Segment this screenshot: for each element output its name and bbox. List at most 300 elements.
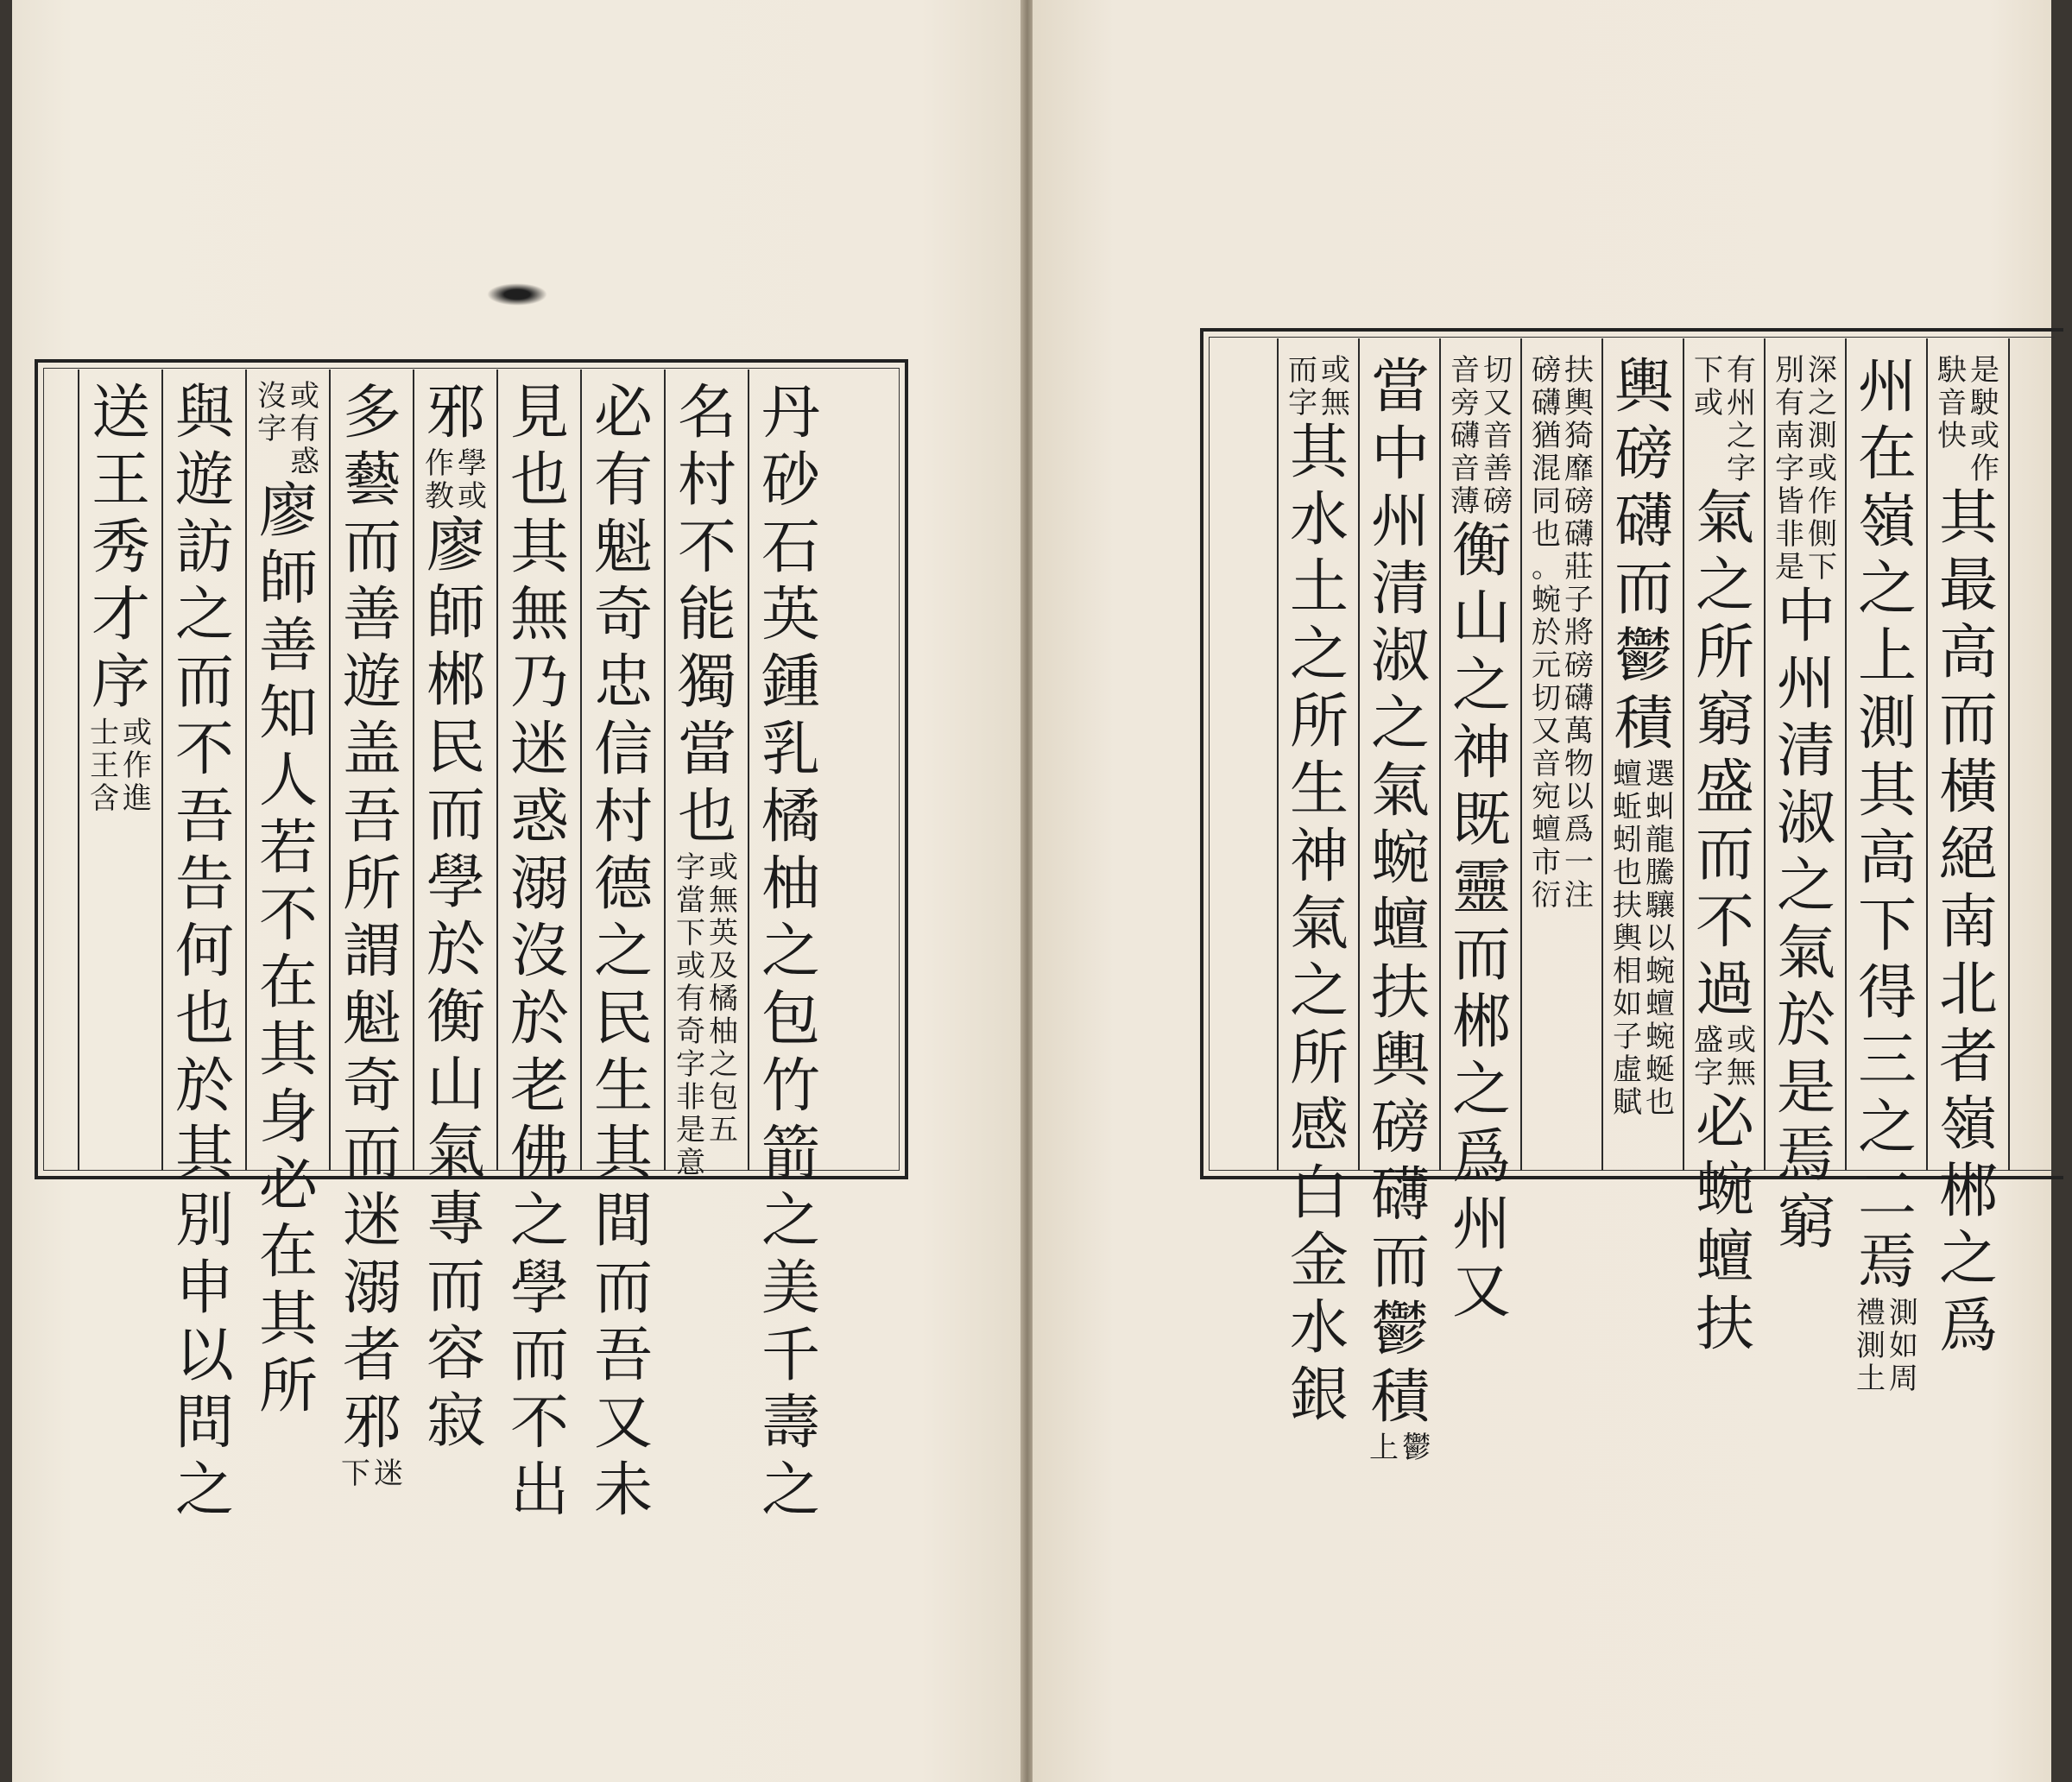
column-rule	[245, 370, 247, 1171]
annotation-note	[675, 851, 739, 1179]
text-char: 蜿	[1695, 1156, 1754, 1224]
annotation-char: 扶	[1613, 888, 1642, 923]
annotation-char: 蟺	[1646, 987, 1675, 1021]
annotation-char: 進	[123, 781, 152, 816]
text-char: 其	[509, 514, 569, 582]
text-char: 之	[1289, 957, 1349, 1026]
column-rule	[1358, 338, 1360, 1171]
annotation-char: 也	[1532, 517, 1561, 552]
annotation-char: 靡	[1564, 452, 1594, 486]
text-char: 輿	[1614, 353, 1673, 421]
text-char: 焉	[1776, 1122, 1835, 1190]
text-char: 其	[174, 1120, 234, 1188]
text-char: 千	[761, 1322, 820, 1390]
annotation-char: 測	[1889, 1296, 1918, 1330]
annotation-char: 磅	[1532, 353, 1561, 388]
annotation-char: 或	[123, 716, 152, 750]
annotation-char: 猶	[1532, 419, 1561, 453]
text-char: 之	[1370, 690, 1430, 758]
text-char: 三	[1857, 1027, 1917, 1095]
text-char: 學	[426, 849, 485, 917]
annotation-char: 磅	[1564, 648, 1594, 683]
text-column	[250, 379, 326, 1421]
text-char: 之	[174, 1457, 234, 1525]
text-char: 吾	[174, 783, 234, 851]
text-char: 鍾	[761, 648, 820, 717]
annotation-char: 如	[1613, 987, 1642, 1021]
text-char: 橘	[761, 783, 820, 851]
text-column	[1687, 353, 1763, 1359]
annotation-char: 有	[676, 982, 705, 1016]
annotation-char: 禮	[1856, 1296, 1886, 1330]
column-rule	[2008, 338, 2010, 1171]
annotation-char: 上	[1369, 1431, 1399, 1465]
text-char: 蟺	[1695, 1223, 1754, 1292]
annotation-char: 士	[90, 716, 119, 750]
annotation-char: 蚓	[1613, 823, 1642, 857]
annotation-char: 橘	[709, 982, 738, 1016]
annotation-char: 字	[257, 412, 287, 446]
annotation-char: 學	[458, 446, 487, 481]
text-char: 寂	[426, 1387, 485, 1456]
text-char: 清	[1776, 717, 1835, 786]
annotation-char: 。	[1532, 550, 1561, 585]
text-char: 村	[677, 446, 736, 515]
text-char: 師	[258, 545, 318, 613]
text-char: 神	[1451, 719, 1511, 787]
text-char: 蟺	[1370, 892, 1430, 960]
annotation-char: 測	[1808, 419, 1837, 453]
annotation-char: 蜿	[1532, 583, 1561, 617]
text-char: 高	[1938, 619, 1998, 687]
annotation-char: 作	[1808, 484, 1837, 519]
text-char: 爲	[1938, 1292, 1998, 1361]
text-char: 秀	[91, 514, 150, 582]
text-char: 善	[258, 612, 318, 680]
annotation-char: 盛	[1694, 1023, 1723, 1058]
annotation-char: 作	[123, 749, 152, 783]
text-char: 沒	[509, 918, 569, 986]
annotation-note	[1693, 354, 1757, 485]
text-char: 必	[1695, 1089, 1754, 1157]
text-char: 其	[1938, 484, 1998, 553]
text-char: 而	[1451, 921, 1511, 989]
annotation-char: 礴	[1564, 517, 1594, 552]
annotation-char: 音	[1450, 452, 1480, 486]
text-char: 高	[1857, 825, 1917, 893]
text-char: 之	[1776, 852, 1835, 920]
annotation-char: 切	[1532, 681, 1561, 716]
annotation-char: 一	[1564, 845, 1594, 880]
annotation-char: 是	[1775, 550, 1804, 585]
text-column	[334, 379, 410, 1491]
text-char: 能	[677, 581, 736, 649]
annotation-char: 下	[341, 1457, 370, 1491]
text-char: 窮	[1776, 1189, 1835, 1257]
annotation-char: 柚	[709, 1014, 738, 1049]
text-char: 美	[761, 1254, 820, 1323]
column-rule	[1926, 338, 1928, 1171]
text-char: 者	[342, 1322, 401, 1390]
text-char: 之	[174, 581, 234, 649]
column-rule	[1277, 338, 1279, 1171]
text-column	[1930, 353, 2006, 1361]
text-char: 神	[1289, 823, 1349, 891]
text-char: 吾	[593, 1322, 653, 1390]
annotation-note	[1693, 1024, 1757, 1090]
text-char: 白	[1289, 1160, 1349, 1228]
text-char: 間	[593, 1187, 653, 1255]
text-char: 氣	[1370, 757, 1430, 825]
annotation-note	[340, 1457, 404, 1490]
annotation-char: 之	[709, 1047, 738, 1082]
text-char: 山	[426, 1051, 485, 1119]
text-char: 北	[1938, 956, 1998, 1024]
text-char: 而	[426, 781, 485, 850]
annotation-char: 蟺	[1532, 812, 1561, 847]
text-char: 而	[1695, 821, 1754, 889]
text-char: 土	[1289, 553, 1349, 622]
text-char: 下	[1857, 892, 1917, 960]
annotation-char: 駛	[1970, 386, 1999, 420]
text-char: 之	[1451, 1056, 1511, 1124]
column-rule	[1439, 338, 1441, 1171]
text-column	[1768, 353, 1844, 1257]
annotation-char: 或	[1694, 386, 1723, 420]
annotation-char: 又	[1483, 386, 1513, 420]
text-char: 德	[593, 850, 653, 919]
annotation-char: 龍	[1646, 823, 1675, 857]
text-char: 廖	[426, 512, 485, 580]
text-char: 其	[258, 1286, 318, 1354]
text-char: 郴	[426, 647, 485, 715]
text-char: 石	[761, 514, 820, 582]
annotation-char: 作	[425, 446, 454, 481]
annotation-char: 莊	[1564, 550, 1594, 585]
text-char: 竹	[761, 1052, 820, 1121]
text-column	[418, 379, 494, 1456]
annotation-char: 測	[1856, 1329, 1886, 1363]
text-char: 英	[761, 581, 820, 649]
annotation-char: 賦	[1613, 1085, 1642, 1120]
text-column	[167, 379, 243, 1525]
text-char: 之	[761, 1187, 820, 1255]
annotation-char: 有	[290, 412, 319, 446]
annotation-char: 或	[676, 949, 705, 983]
text-char: 壽	[761, 1389, 820, 1457]
text-char: 之	[1938, 1225, 1998, 1293]
annotation-note	[1855, 1297, 1919, 1395]
annotation-char: 猗	[1564, 419, 1594, 453]
text-char: 感	[1289, 1092, 1349, 1160]
column-rule	[329, 370, 331, 1171]
annotation-char: 字	[1727, 452, 1756, 486]
annotation-char: 沒	[257, 379, 287, 414]
text-char: 氣	[1289, 890, 1349, 958]
annotation-char: 土	[1856, 1362, 1886, 1396]
annotation-char: 子	[1564, 583, 1594, 617]
text-char: 箭	[761, 1120, 820, 1188]
text-char: 惑	[509, 783, 569, 851]
text-char: 礴	[1614, 488, 1673, 556]
annotation-char: 蜿	[1646, 1020, 1675, 1054]
text-char: 所	[258, 1353, 318, 1421]
text-char: 焉	[1857, 1229, 1917, 1297]
text-char: 其	[258, 1016, 318, 1084]
text-char: 磅	[1370, 1094, 1430, 1162]
text-char: 於	[1776, 987, 1835, 1055]
text-column	[1443, 353, 1519, 1326]
text-char: 盖	[342, 716, 401, 784]
text-char: 郴	[1938, 1158, 1998, 1226]
text-char: 王	[91, 446, 150, 515]
text-char: 生	[593, 1052, 653, 1121]
text-char: 而	[342, 514, 401, 582]
text-char: 而	[342, 1120, 401, 1188]
text-char: 於	[509, 985, 569, 1053]
annotation-char: 於	[1532, 616, 1561, 650]
text-char: 迷	[509, 716, 569, 784]
annotation-char: 扶	[1564, 353, 1594, 388]
text-char: 不	[677, 514, 736, 582]
text-char: 其	[593, 1120, 653, 1188]
annotation-char: 州	[1727, 386, 1756, 420]
text-char: 氣	[1695, 484, 1754, 553]
text-char: 何	[174, 918, 234, 986]
text-char: 當	[1370, 353, 1430, 421]
text-char: 邪	[426, 379, 485, 447]
annotation-note	[1531, 354, 1595, 912]
annotation-char: 字	[676, 1047, 705, 1082]
annotation-note	[1287, 354, 1351, 420]
text-char: 之	[1857, 1094, 1917, 1162]
text-char: 在	[258, 949, 318, 1017]
annotation-char: 元	[1532, 648, 1561, 683]
column-rule	[413, 370, 414, 1171]
text-char: 其	[1857, 757, 1917, 825]
annotation-char: 以	[1646, 921, 1675, 956]
annotation-char: 礴	[1564, 681, 1594, 716]
annotation-char: 虛	[1613, 1052, 1642, 1087]
text-char: 謂	[342, 918, 401, 986]
text-char: 人	[258, 747, 318, 815]
annotation-char: 騰	[1646, 856, 1675, 890]
text-column	[669, 379, 745, 1180]
text-char: 之	[1451, 652, 1511, 720]
annotation-char: 切	[1483, 353, 1513, 388]
text-char: 而	[426, 1253, 485, 1321]
text-char: 邪	[342, 1389, 401, 1457]
text-char: 水	[1289, 486, 1349, 554]
annotation-char: 礴	[1532, 386, 1561, 420]
annotation-char: 蜿	[1646, 954, 1675, 989]
annotation-char: 及	[709, 949, 738, 983]
text-char: 中	[1370, 420, 1430, 489]
text-char: 所	[1289, 688, 1349, 756]
text-char: 民	[426, 714, 485, 782]
text-char: 淑	[1776, 785, 1835, 853]
text-char: 廖	[258, 477, 318, 546]
text-char: 蜿	[1370, 825, 1430, 893]
text-char: 清	[1370, 555, 1430, 623]
text-char: 之	[1857, 555, 1917, 623]
text-char: 出	[509, 1457, 569, 1525]
annotation-char: 將	[1564, 616, 1594, 650]
annotation-note	[89, 717, 153, 815]
annotation-char: 或	[1970, 419, 1999, 453]
annotation-char: 含	[90, 781, 119, 816]
text-char: 別	[174, 1187, 234, 1255]
annotation-char: 或	[1321, 353, 1350, 388]
annotation-char: 字	[1288, 386, 1317, 420]
text-char: 州	[1857, 353, 1917, 421]
text-char: 溺	[342, 1254, 401, 1323]
text-char: 之	[1289, 621, 1349, 689]
text-char: 生	[1289, 755, 1349, 824]
column-rule	[1683, 338, 1684, 1171]
annotation-note	[256, 380, 320, 478]
text-char: 而	[1614, 555, 1673, 623]
text-char: 告	[174, 850, 234, 919]
annotation-char: 宛	[1532, 780, 1561, 814]
text-char: 之	[1695, 552, 1754, 620]
annotation-char: 王	[90, 749, 119, 783]
annotation-char: 鬱	[1402, 1431, 1431, 1465]
annotation-char: 音	[1532, 747, 1561, 781]
text-char: 而	[593, 1254, 653, 1323]
text-char: 問	[174, 1389, 234, 1457]
column-rule	[1520, 338, 1522, 1171]
text-char: 鬱	[1614, 622, 1673, 691]
text-char: 身	[258, 1084, 318, 1152]
annotation-char: 快	[1937, 419, 1967, 453]
column-rule	[1601, 338, 1603, 1171]
annotation-char: 磅	[1483, 484, 1513, 519]
annotation-char: 之	[1727, 419, 1756, 453]
text-char: 不	[1695, 888, 1754, 957]
annotation-char: 是	[1970, 353, 1999, 388]
annotation-char: 薄	[1450, 484, 1480, 519]
text-char: 在	[1857, 420, 1917, 489]
annotation-char: 或	[1727, 1023, 1756, 1058]
annotation-char: 深	[1808, 353, 1837, 388]
text-char: 衡	[1451, 517, 1511, 585]
text-char: 專	[426, 1185, 485, 1254]
column-rule	[664, 370, 666, 1171]
text-char: 必	[258, 1151, 318, 1219]
text-char: 未	[593, 1457, 653, 1525]
annotation-char: 奇	[676, 1014, 705, 1049]
text-char: 水	[1289, 1294, 1349, 1362]
annotation-char: 虯	[1646, 790, 1675, 825]
annotation-char: 蜒	[1646, 1052, 1675, 1087]
annotation-char: 輿	[1613, 921, 1642, 956]
text-char: 輿	[1370, 1027, 1430, 1095]
text-char: 橫	[1938, 754, 1998, 822]
annotation-char: 礴	[1450, 419, 1480, 453]
text-char: 是	[1776, 1054, 1835, 1122]
annotation-char: 蟺	[1613, 757, 1642, 792]
text-char: 之	[593, 918, 653, 986]
text-char: 最	[1938, 552, 1998, 620]
text-char: 奇	[593, 581, 653, 649]
text-char: 忠	[593, 648, 653, 717]
text-char: 又	[1451, 1258, 1511, 1326]
text-char: 而	[1370, 1229, 1430, 1297]
annotation-char: 旁	[1450, 386, 1480, 420]
annotation-char: 下	[1808, 550, 1837, 585]
text-char: 乃	[509, 648, 569, 717]
text-char: 山	[1451, 585, 1511, 653]
annotation-char: 市	[1532, 845, 1561, 880]
annotation-note	[1612, 758, 1676, 1119]
text-column	[1606, 354, 1682, 1166]
text-char: 其	[1289, 419, 1349, 487]
text-char: 礴	[1370, 1161, 1430, 1229]
text-char: 吾	[342, 783, 401, 851]
text-char: 申	[174, 1254, 234, 1323]
text-column	[1849, 353, 1925, 1396]
annotation-char: 意	[676, 1146, 705, 1180]
text-char: 也	[174, 985, 234, 1053]
text-char: 測	[1857, 690, 1917, 758]
stain-mark	[487, 283, 547, 306]
text-char: 訪	[174, 514, 234, 582]
annotation-char: 蚯	[1613, 790, 1642, 825]
text-char: 當	[677, 716, 736, 784]
annotation-char: 有	[1775, 386, 1804, 420]
text-char: 鬱	[1370, 1296, 1430, 1364]
text-char: 若	[258, 814, 318, 882]
text-char: 所	[1289, 1025, 1349, 1093]
annotation-char: 驤	[1646, 888, 1675, 923]
annotation-char: 非	[676, 1080, 705, 1115]
text-char: 嶺	[1938, 1090, 1998, 1159]
text-char: 爲	[1451, 1123, 1511, 1191]
annotation-char: 衍	[1532, 878, 1561, 913]
text-char: 扶	[1370, 959, 1430, 1027]
annotation-char: 音	[1483, 419, 1513, 453]
annotation-char: 無	[709, 883, 738, 918]
text-char: 容	[426, 1320, 485, 1388]
annotation-char: 迷	[374, 1457, 403, 1491]
text-char: 才	[91, 581, 150, 649]
annotation-char: 以	[1564, 780, 1594, 814]
text-char: 氣	[1776, 919, 1835, 988]
text-char: 州	[1370, 488, 1430, 556]
annotation-char: 有	[1727, 353, 1756, 388]
text-char: 丹	[761, 379, 820, 447]
text-char: 淑	[1370, 622, 1430, 691]
column-rule	[78, 370, 79, 1171]
text-char: 必	[593, 379, 653, 447]
text-char: 州	[1451, 1191, 1511, 1259]
text-char: 多	[342, 379, 401, 447]
text-char: 老	[509, 1052, 569, 1121]
text-char: 乳	[761, 716, 820, 784]
annotation-char: 同	[1532, 484, 1561, 519]
text-char: 在	[258, 1218, 318, 1286]
annotation-char: 作	[1970, 452, 1999, 486]
annotation-char: 如	[1889, 1329, 1918, 1363]
annotation-char: 下	[1694, 353, 1723, 388]
annotation-char: 又	[1532, 714, 1561, 749]
annotation-note	[1368, 1431, 1432, 1464]
text-char: 奇	[342, 1052, 401, 1121]
text-char: 州	[1776, 650, 1835, 718]
column-rule	[580, 370, 582, 1171]
text-column	[1281, 353, 1357, 1430]
